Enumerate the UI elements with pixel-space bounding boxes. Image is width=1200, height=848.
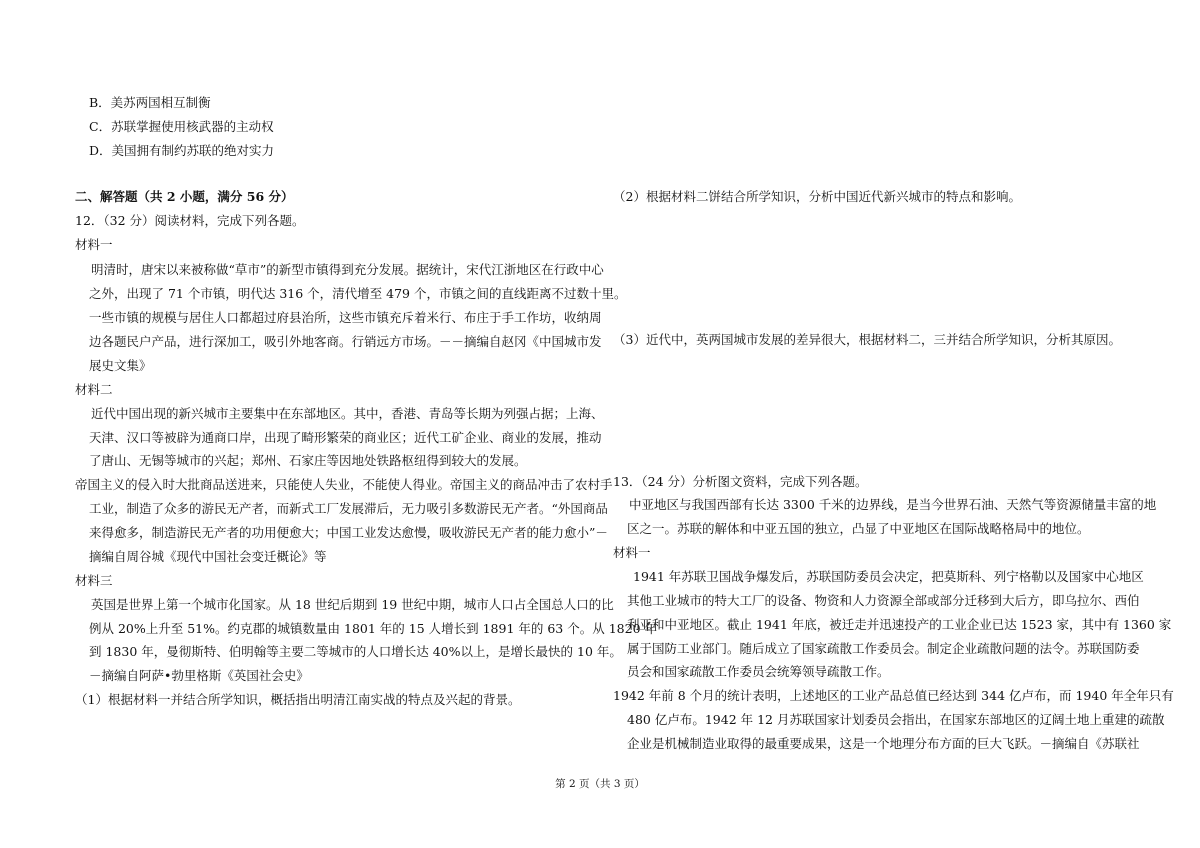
option-d: D．美国拥有制约苏联的绝对实力	[89, 143, 275, 158]
q12-sub-question-3: （3）近代中，英两国城市发展的差异很大，根据材料二，三并结合所学知识，分析其原因。	[613, 332, 1121, 347]
q12-m2-line: 工业，制造了众多的游民无产者，而新式工厂发展滞后，无力吸引多数游民无产者。“外国商品	[89, 501, 608, 516]
q12-material-3-label: 材料三	[75, 573, 113, 588]
q13-m1-line: 480 亿卢布。1942 年 12 月苏联国家计划委员会指出，在国家东部地区的辽阔土地上重建的疏散	[627, 712, 1165, 727]
q12-m2-line: 天津、汉口等被辟为通商口岸，出现了畸形繁荣的商业区；近代工矿企业、商业的发展，推动	[89, 430, 602, 445]
q12-m3-line: 例从 20%上升至 51%。约克郡的城镇数量由 1801 年的 15 人增长到 1891 年的 63 个。从 1820 年	[89, 621, 657, 636]
q13-material-1-label: 材料一	[613, 545, 651, 560]
q13-m1-line: 1942 年前 8 个月的统计表明，上述地区的工业产品总值已经达到 344 亿卢布，而 1940 年全年只有	[613, 688, 1174, 703]
q12-stem: 12．（32 分）阅读材料，完成下列各题。	[75, 213, 305, 228]
q12-m3-line: －摘编自阿萨•勃里格斯《英国社会史》	[89, 668, 309, 683]
q12-m1-line: 展史文集》	[89, 358, 152, 373]
q13-m1-line: 企业是机械制造业取得的最重要成果，这是一个地理分布方面的巨大飞跃。－摘编自《苏联社	[627, 736, 1140, 751]
q12-m1-line: 一些市镇的规模与居住人口都超过府县治所，这些市镇充斥着米行、布庄于手工作坊，收纳周	[89, 310, 602, 325]
q12-m2-line: 摘编自周谷城《现代中国社会变迁概论》等	[89, 549, 327, 564]
q12-m3-line: 到 1830 年，曼彻斯特、伯明翰等主要二等城市的人口增长达 40%以上，是增长最快的 10 年。	[89, 644, 622, 659]
q13-intro-line: 中亚地区与我国西部有长达 3300 千米的边界线，是当今世界石油、天然气等资源储量丰富的地	[629, 497, 1157, 512]
q13-m1-line: 属于国防工业部门。随后成立了国家疏散工作委员会。制定企业疏散问题的法令。苏联国防委	[627, 641, 1140, 656]
q12-m2-line: 了唐山、无锡等城市的兴起；郑州、石家庄等因地处铁路枢纽得到较大的发展。	[89, 453, 527, 468]
q12-m2-line: 近代中国出现的新兴城市主要集中在东部地区。其中，香港、青岛等长期为列强占据；上海、	[91, 406, 604, 421]
q12-m3-line: 英国是世界上第一个城市化国家。从 18 世纪后期到 19 世纪中期，城市人口占全国总人口的比	[91, 597, 614, 612]
q13-intro-line: 区之一。苏联的解体和中亚五国的独立，凸显了中亚地区在国际战略格局中的地位。	[627, 521, 1090, 536]
option-c: C．苏联掌握使用核武器的主动权	[89, 119, 274, 134]
q12-m1-line: 明清时，唐宋以来被称做“草市”的新型市镇得到充分发展。据统计，宋代江浙地区在行政中心	[91, 262, 604, 277]
q12-m1-line: 边各题民户产品，进行深加工，吸引外地客商。行销远方市场。－－摘编自赵冈《中国城市发	[89, 334, 602, 349]
q12-material-1-label: 材料一	[75, 237, 113, 252]
page-footer: 第 2 页（共 3 页）	[555, 778, 645, 790]
section-title: 二、解答题（共 2 小题，满分 56 分）	[75, 189, 294, 204]
q13-stem: 13．（24 分）分析图文资料，完成下列各题。	[613, 474, 868, 489]
q13-m1-line: 员会和国家疏散工作委员会统筹领导疏散工作。	[627, 664, 890, 679]
q13-m1-line: 其他工业城市的特大工厂的设备、物资和人力资源全部或部分迁移到大后方，即乌拉尔、西伯	[627, 593, 1140, 608]
q13-m1-line: 1941 年苏联卫国战争爆发后，苏联国防委员会决定，把莫斯科、列宁格勒以及国家中心地区	[633, 569, 1144, 584]
q13-m1-line: 利亚和中亚地区。截止 1941 年底，被迁走并迅速投产的工业企业已达 1523 家，其中有 1360 家	[627, 617, 1172, 632]
q12-sub-question-2: （2）根据材料二饼结合所学知识，分析中国近代新兴城市的特点和影响。	[613, 189, 1021, 204]
q12-m1-line: 之外，出现了 71 个市镇，明代达 316 个，清代增至 479 个，市镇之间的直线距离不过数十里。	[89, 286, 627, 301]
q12-sub-question-1: （1）根据材料一并结合所学知识，概括指出明清江南实战的特点及兴起的背景。	[75, 692, 521, 707]
q12-m2-line: 帝国主义的侵入时大批商品送进来，只能使人失业，不能使人得业。帝国主义的商品冲击了农村手	[75, 477, 613, 492]
option-b: B．美苏两国相互制衡	[89, 95, 211, 110]
q12-material-2-label: 材料二	[75, 382, 113, 397]
q12-m2-line: 来得愈多，制造游民无产者的功用便愈大；中国工业发达愈慢，吸收游民无产者的能力愈小”－	[89, 525, 608, 540]
